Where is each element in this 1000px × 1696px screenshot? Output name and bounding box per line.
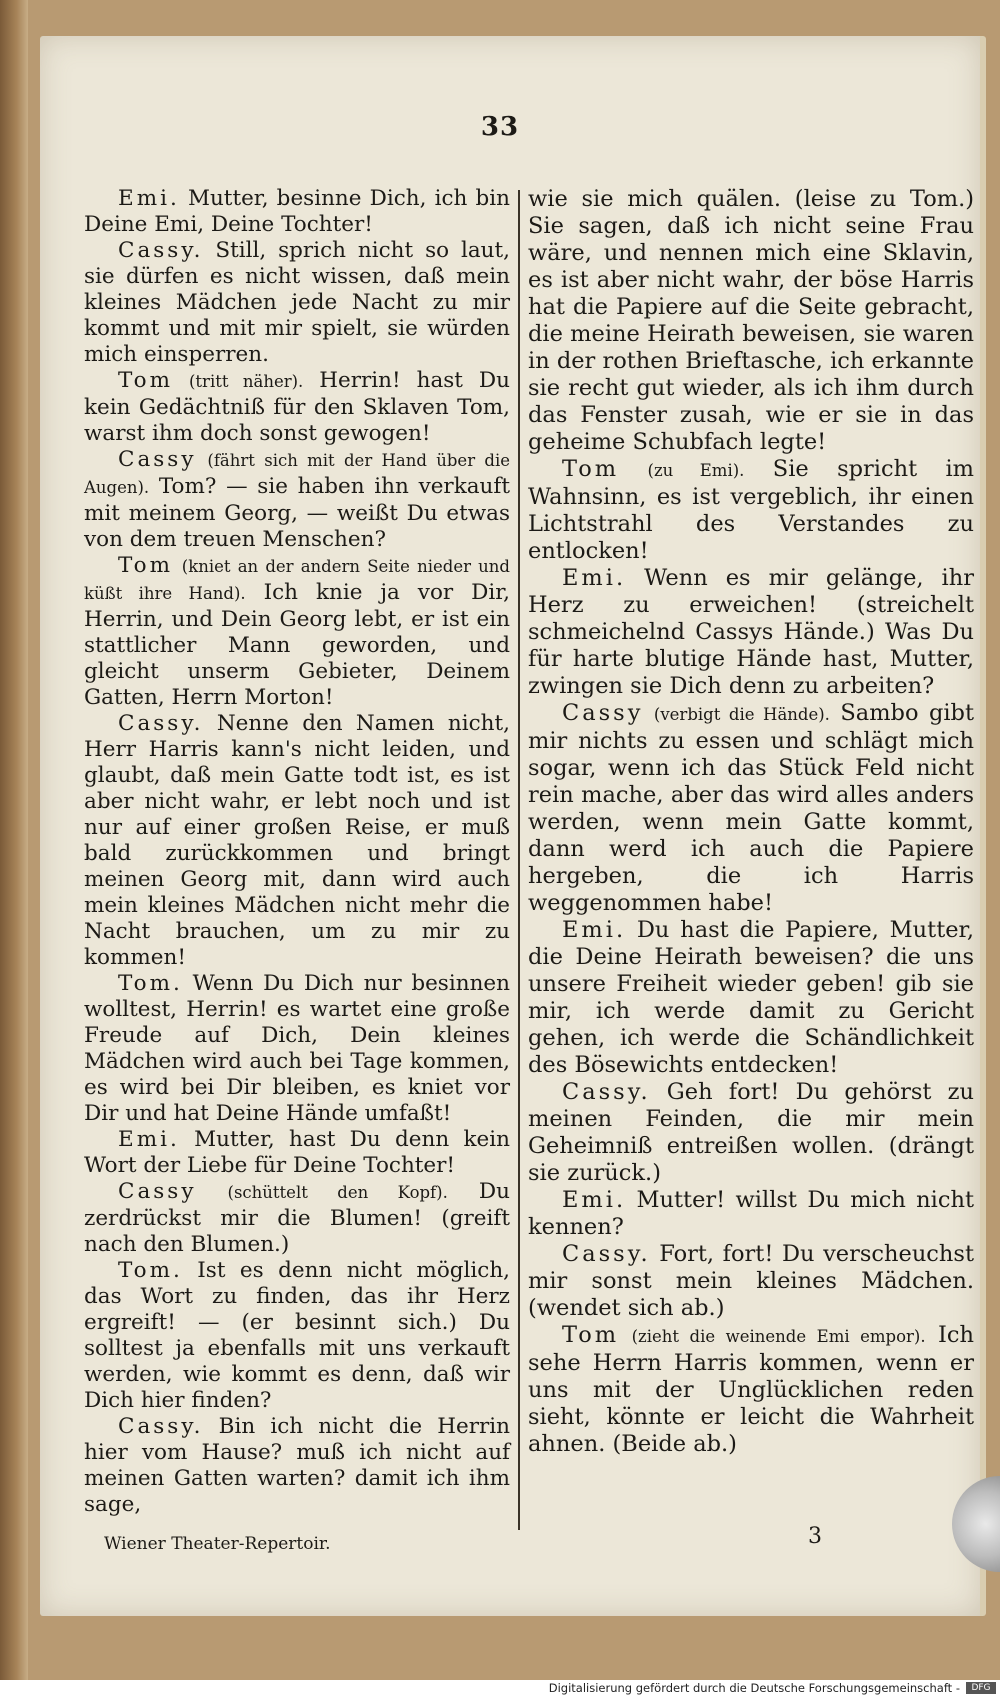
column-divider bbox=[518, 190, 520, 1530]
speaker-name: Tom bbox=[562, 456, 620, 482]
dialogue-paragraph bbox=[528, 917, 974, 1079]
book-spine-edge bbox=[0, 0, 28, 1680]
speaker-name: Tom. bbox=[118, 1258, 183, 1283]
dialogue-text: Bin ich nicht die Herrin hier vom Hause? muß ich nicht auf meinen Gatten warten? damit ich ihm sage, bbox=[84, 1414, 510, 1517]
stage-direction: (tritt näher). bbox=[188, 372, 304, 391]
speaker-name: Emi. bbox=[562, 917, 627, 943]
dialogue-text: Herrin! hast Du kein Gedächtniß für den Sklaven Tom, warst ihm doch sonst gewogen! bbox=[84, 368, 510, 446]
dialogue-paragraph bbox=[528, 1241, 974, 1322]
dialogue-paragraph bbox=[84, 447, 510, 553]
dialogue-text: Mutter, hast Du denn kein Wort der Liebe für Deine Tochter! bbox=[84, 1127, 511, 1178]
speaker-name: Cassy. bbox=[562, 1079, 651, 1105]
stage-direction: (zu Emi). bbox=[647, 461, 745, 480]
dialogue-paragraph bbox=[84, 186, 510, 238]
dialogue-text: Tom? — sie haben ihn verkauft mit meinem Georg, — weißt Du etwas von dem treuen Menschen? bbox=[84, 474, 511, 552]
dialogue-text: Wenn Du Dich nur besinnen wolltest, Herrin! es wartet eine große Freude auf Dich, Dein kleines Mädchen wird auch bei Tage kommen, es wird bei Dir bleiben, es kniet vor Dir und hat Deine Hände umfaßt! bbox=[84, 971, 510, 1126]
dialogue-text: Wenn es mir gelänge, ihr Herz zu erweichen! (streichelt schmeichelnd Cassys Hände.) Was Du für harte blutige Hände hast, Mutter, zwingen sie Dich denn zu arbeiten? bbox=[528, 565, 975, 699]
dialogue-paragraph bbox=[528, 1079, 974, 1187]
speaker-name: Tom. bbox=[118, 971, 183, 996]
dialogue-text: Du zerdrückst mir die Blumen! (greift nach den Blumen.) bbox=[84, 1179, 510, 1257]
dialogue-text: Mutter, besinne Dich, ich bin Deine Emi, Deine Tochter! bbox=[84, 186, 510, 237]
dialogue-paragraph bbox=[84, 553, 510, 711]
dialogue-text: Geh fort! Du gehörst zu meinen Feinden, die mir mein Geheimniß entreißen wollen. (drängt sie zurück.) bbox=[528, 1079, 974, 1186]
dialogue-text: Fort, fort! Du verscheuchst mir sonst mein kleines Mädchen. (wendet sich ab.) bbox=[528, 1241, 974, 1321]
stage-direction: (fährt sich mit der Hand über die Augen). bbox=[84, 451, 510, 497]
page-number: 33 bbox=[480, 112, 520, 142]
speaker-name: Emi. bbox=[562, 565, 627, 591]
speaker-name: Emi. bbox=[118, 186, 180, 211]
dialogue-text: Ist es denn nicht möglich, das Wort zu finden, das ihr Herz ergreift! — (er besinnt sich.) Du solltest ja ebenfalls mit uns verkauft werden, wie kommt es denn, daß wir Dich hier finden? bbox=[84, 1258, 510, 1413]
dialogue-text: Mutter! willst Du mich nicht kennen? bbox=[528, 1187, 975, 1240]
right-text-column bbox=[528, 186, 974, 1458]
footer-series-title: Wiener Theater-Repertoir. bbox=[104, 1534, 331, 1554]
dialogue-text: Du hast die Papiere, Mutter, die Deine Heirath beweisen? die uns unsere Freiheit wieder geben! gib sie mir, ich werde damit zu Gericht gehen, ich werde die Schändlichkeit des Bösewichts entdecken! bbox=[528, 917, 974, 1078]
dialogue-paragraph bbox=[84, 1414, 510, 1518]
speaker-name: Cassy. bbox=[118, 711, 204, 736]
dialogue-paragraph bbox=[528, 700, 974, 917]
dialogue-paragraph bbox=[528, 186, 974, 456]
speaker-name: Tom bbox=[118, 553, 174, 578]
speaker-name: Cassy bbox=[562, 700, 644, 726]
dialogue-paragraph bbox=[84, 368, 510, 447]
speaker-name: Emi. bbox=[562, 1187, 627, 1213]
stage-direction: (verbigt die Hände). bbox=[653, 705, 830, 724]
dialogue-text: Nenne den Namen nicht, Herr Harris kann's nicht leiden, und glaubt, daß mein Gatte todt ist, es ist aber nicht wahr, er lebt noch und ist nur auf einer großen Reise, er muß bald zurückkommen und bringt meinen Georg mit, dann wird auch mein kleines Mädchen nicht mehr die Nacht brauchen, um zu mir zu kommen! bbox=[84, 711, 510, 970]
dialogue-paragraph bbox=[84, 1258, 510, 1414]
digitization-credit: Digitalisierung gefördert durch die Deutsche Forschungsgemeinschaft - bbox=[548, 1681, 960, 1695]
dialogue-paragraph bbox=[528, 565, 974, 700]
speaker-name: Tom bbox=[562, 1322, 620, 1348]
dialogue-text: Ich knie ja vor Dir, Herrin, und Dein Georg lebt, er ist ein stattlicher Mann geworden, und gleicht unserm Gebieter, Deinem Gatten, Herrn Morton! bbox=[84, 580, 510, 710]
dialogue-paragraph bbox=[528, 1322, 974, 1458]
speaker-name: Cassy bbox=[118, 1179, 197, 1204]
dialogue-text: Ich sehe Herrn Harris kommen, wenn er uns mit der Unglücklichen reden sieht, könnte er leicht die Wahrheit ahnen. (Beide ab.) bbox=[528, 1322, 975, 1457]
dialogue-text: Still, sprich nicht so laut, sie dürfen es nicht wissen, daß mein kleines Mädchen jede Nacht zu mir kommt und mit mir spielt, sie würden mich einsperren. bbox=[84, 238, 510, 367]
speaker-name: Emi. bbox=[118, 1127, 180, 1152]
speaker-name: Cassy. bbox=[118, 1414, 204, 1439]
stage-direction: (zieht die weinende Emi empor). bbox=[631, 1327, 926, 1346]
dialogue-text: Sie spricht im Wahnsinn, es ist vergeblich, ihr einen Lichtstrahl des Verstandes zu entlocken! bbox=[528, 456, 975, 564]
stage-direction: (kniet an der andern Seite nieder und küßt ihre Hand). bbox=[84, 557, 510, 603]
dialogue-text: Sambo gibt mir nichts zu essen und schlägt mich sogar, wenn ich das Stück Feld nicht rein mache, aber das wird alles anders werden, wenn mein Gatte kommt, dann werd ich auch die Papiere hergeben, die ich Harris weggenommen habe! bbox=[528, 700, 975, 916]
dialogue-paragraph bbox=[84, 971, 510, 1127]
left-text-column bbox=[84, 186, 510, 1518]
dialogue-paragraph bbox=[84, 1179, 510, 1258]
speaker-name: Tom bbox=[118, 368, 174, 393]
dialogue-text: wie sie mich quälen. (leise zu Tom.) Sie sagen, daß ich nicht seine Frau wäre, und nennen mich eine Sklavin, es ist aber nicht wahr, der böse Harris hat die Papiere auf die Seite gebracht, die meine Heirath beweisen, sie waren in der rothen Brieftasche, ich erkannte sie recht gut wieder, als ich ihm durch das Fenster zusah, wie er sie in das geheime Schubfach legte! bbox=[528, 186, 975, 455]
dialogue-paragraph bbox=[84, 711, 510, 971]
speaker-name: Cassy. bbox=[118, 238, 204, 263]
stage-direction: (schüttelt den Kopf). bbox=[227, 1183, 448, 1202]
dfg-logo-badge: DFG bbox=[966, 1682, 996, 1694]
dialogue-paragraph bbox=[528, 1187, 974, 1241]
speaker-name: Cassy. bbox=[562, 1241, 651, 1267]
dialogue-paragraph bbox=[84, 1127, 510, 1179]
dialogue-paragraph bbox=[84, 238, 510, 368]
dialogue-paragraph bbox=[528, 456, 974, 565]
speaker-name: Cassy bbox=[118, 447, 197, 472]
footer-signature-number: 3 bbox=[808, 1524, 822, 1549]
